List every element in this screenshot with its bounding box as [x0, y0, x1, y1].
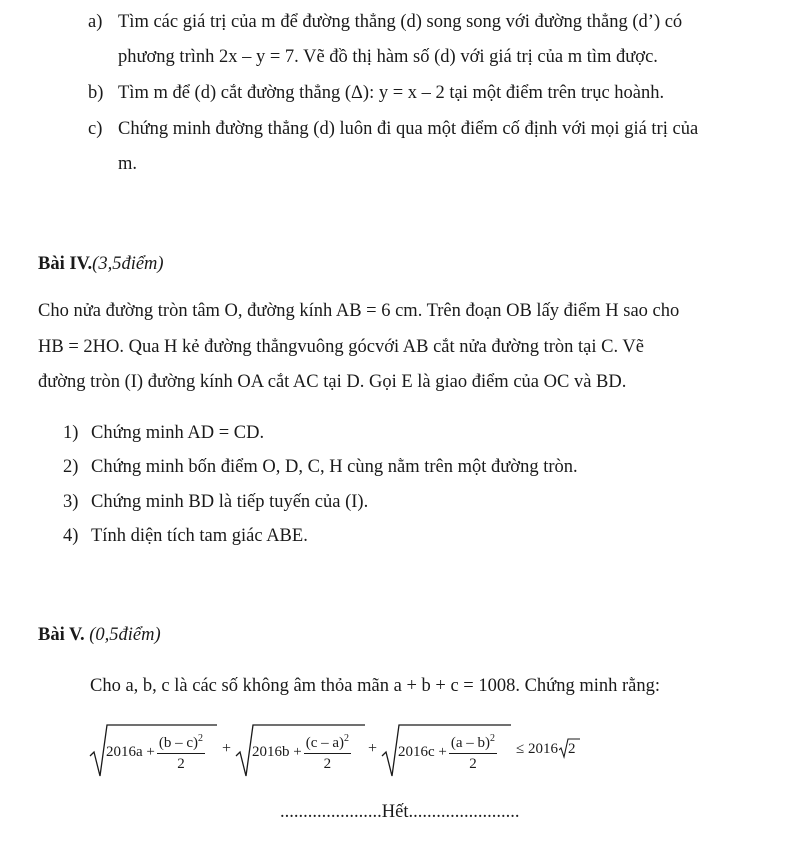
bai4-item-num: 1): [63, 423, 79, 443]
bai4-item-text: Chứng minh AD = CD.: [91, 423, 265, 443]
radical-term-1: [88, 722, 218, 780]
bai4-item-text: Chứng minh BD là tiếp tuyến của (I).: [91, 492, 369, 512]
bai4-item-num: 3): [63, 492, 79, 512]
bai4-heading: [38, 254, 164, 275]
term3-denominator: 2: [469, 756, 477, 772]
bai4-problem-line1: Cho nửa đường tròn tâm O, đường kính AB = 6 cm. Trên đoạn OB lấy điểm H sao cho: [38, 301, 680, 321]
plus-sign: +: [222, 740, 232, 757]
plus-sign: +: [368, 740, 378, 757]
term2-numerator: (c – a): [305, 735, 345, 751]
term2-fraction: [304, 730, 351, 774]
bai5-heading: [38, 625, 161, 646]
inequality-formula: [88, 722, 608, 782]
bai4-item-text: Chứng minh bốn điểm O, D, C, H cùng nằm trên một đường tròn.: [91, 457, 578, 477]
term1-denominator: 2: [177, 756, 185, 772]
term1-exponent: 2: [198, 733, 204, 744]
item-c-label: c): [88, 119, 103, 139]
radical-term-3: [380, 722, 512, 780]
rhs-text: ≤ 2016: [516, 741, 558, 757]
item-a-line2: phương trình 2x – y = 7. Vẽ đồ thị hàm số (d) với giá trị của m tìm được.: [118, 47, 658, 67]
term3-fraction: [449, 730, 497, 774]
item-a-line1: Tìm các giá trị của m để đường thẳng (d) song song với đường thẳng (d’) có: [118, 12, 683, 32]
term2-exponent: 2: [344, 733, 350, 744]
bai5-title: Bài V.: [38, 625, 85, 645]
term3-exponent: 2: [490, 733, 496, 744]
item-a-label: a): [88, 12, 103, 32]
bai4-points: (3,5điểm): [92, 254, 164, 274]
bai4-problem-line3: đường tròn (I) đường kính OA cắt AC tại D. Gọi E là giao điểm của OC và BD.: [38, 372, 627, 392]
bai4-item-num: 4): [63, 526, 79, 546]
term2-denominator: 2: [323, 756, 332, 772]
term3-numerator: (a – b): [450, 735, 491, 751]
sqrt-sign-icon: [559, 738, 581, 760]
term3-lead: 2016c +: [398, 743, 447, 760]
radical-term-2: [234, 722, 366, 780]
bai5-points: (0,5điểm): [89, 625, 161, 645]
item-c-line1: Chứng minh đường thẳng (d) luôn đi qua một điểm cố định với mọi giá trị của: [118, 119, 699, 139]
rhs: [516, 741, 575, 758]
bai4-item-num: 2): [63, 457, 79, 477]
rhs-sqrt: [559, 741, 576, 758]
term2-lead: 2016b +: [252, 743, 302, 760]
item-c-line2: m.: [118, 154, 138, 174]
item-b-line1: Tìm m để (d) cắt đường thẳng (Δ): y = x – 2 tại một điểm trên trục hoành.: [118, 83, 665, 103]
bai5-statement: Cho a, b, c là các số không âm thỏa mãn a + b + c = 1008. Chứng minh rằng:: [90, 676, 661, 696]
item-b-label: b): [88, 83, 104, 103]
bai4-item-text: Tính diện tích tam giác ABE.: [91, 526, 308, 546]
term1-fraction: [157, 730, 205, 774]
term1-numerator: (b – c): [158, 735, 199, 751]
end-marker: ......................Hết........................: [280, 802, 520, 822]
term1-lead: 2016a +: [106, 743, 155, 760]
bai4-problem-line2: HB = 2HO. Qua H kẻ đường thẳngvuông gócvới AB cắt nửa đường tròn tại C. Vẽ: [38, 337, 644, 357]
bai4-title: Bài IV.: [38, 254, 93, 274]
rhs-radicand: 2: [567, 741, 576, 757]
